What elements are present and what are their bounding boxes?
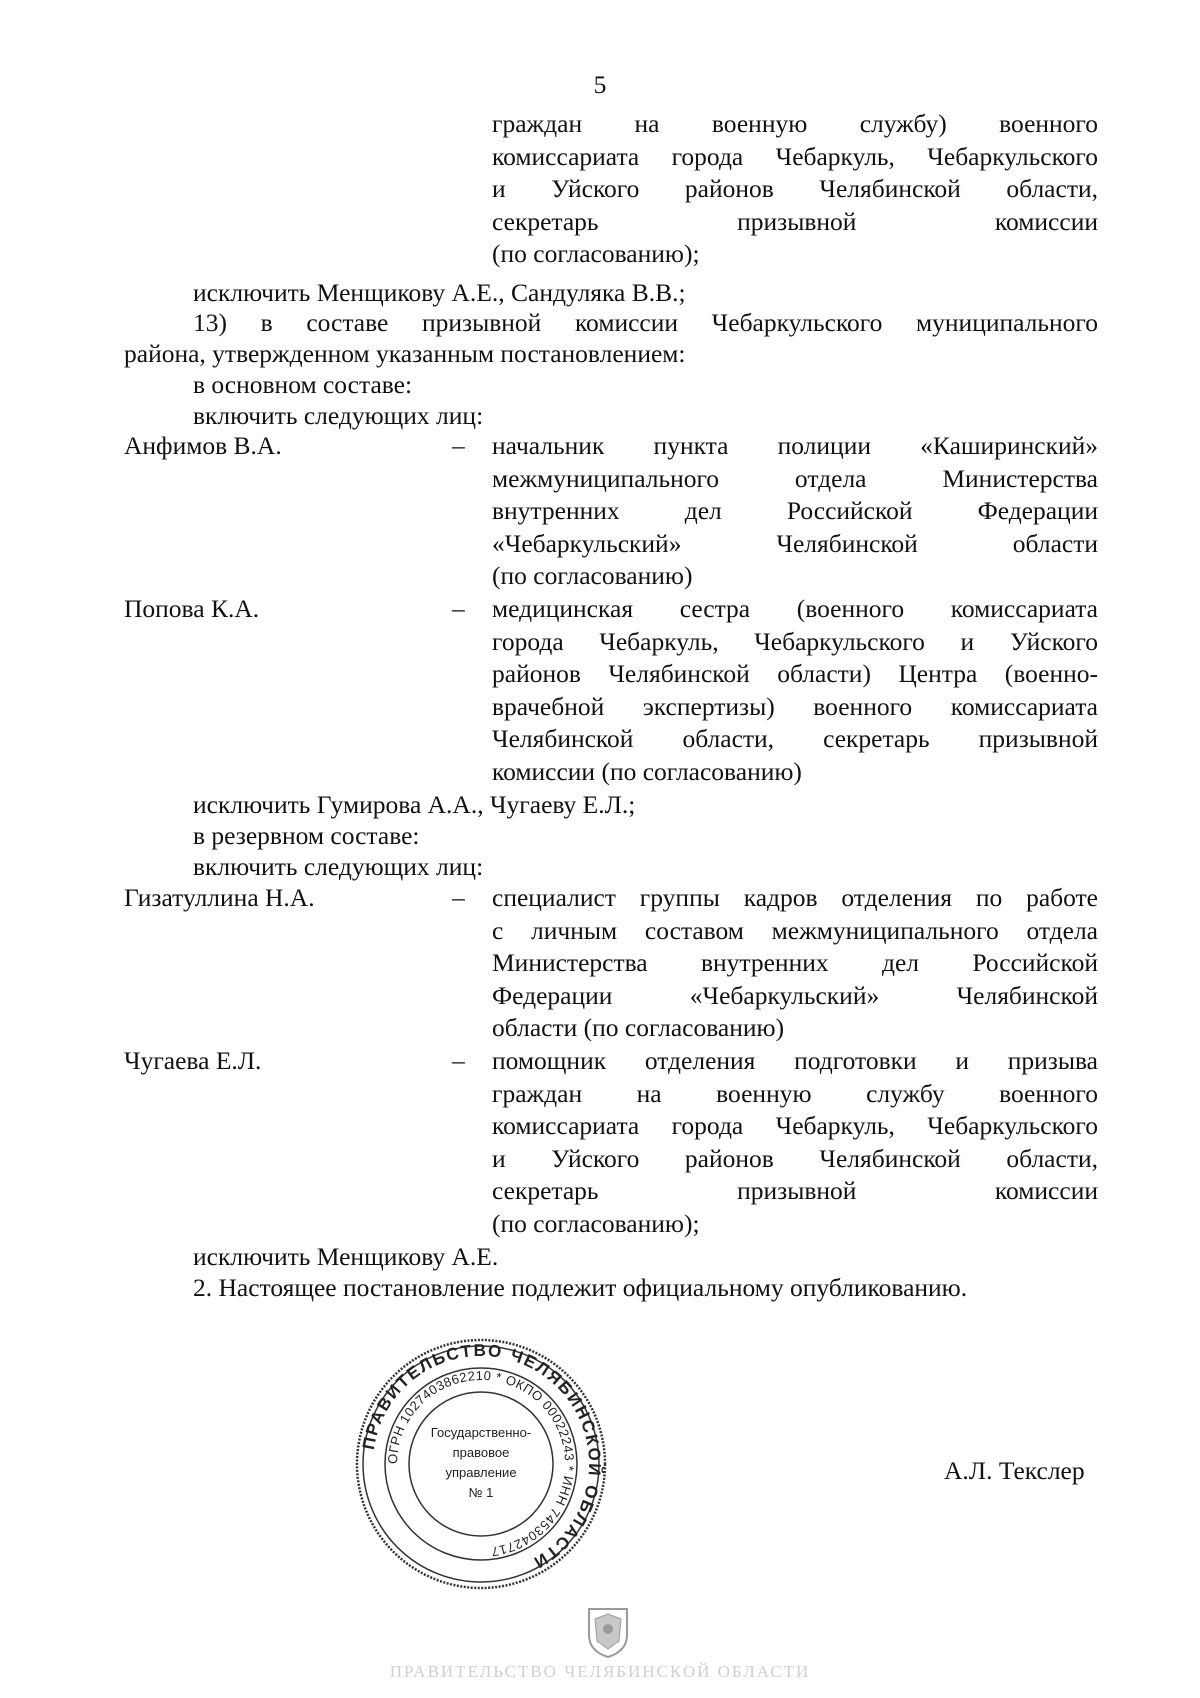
exclude-line-2: исключить Гумирова А.А., Чугаеву Е.Л.;: [193, 790, 636, 819]
stamp-ring-text: ОГРН 1027403862210 * ОКПО 00022243 * ИНН 7453042717: [384, 1367, 578, 1560]
svg-text:ОГРН 1027403862210 * ОКПО 0002: [385, 1368, 577, 1559]
description-line: Челябинской области, секретарь призывной: [492, 724, 1098, 753]
person-description: [492, 1045, 1098, 1240]
stamp-graphic: [352, 1335, 610, 1593]
description-line: Федерации «Чебаркульский» Челябинской: [492, 980, 1098, 1010]
description-line: Министерства внутренних дел Российской: [492, 948, 1098, 977]
description-line: врачебной экспертизы) военного комиссариата: [492, 691, 1098, 721]
description-line: города Чебаркуль, Чебаркульского и Уйского: [492, 626, 1098, 656]
description-line: районов Челябинской области) Центра (военно-: [492, 659, 1098, 688]
stamp-center-line: Государственно-: [430, 1425, 532, 1440]
description-line: области (по согласованию): [492, 1013, 785, 1042]
continuation-line: и Уйского районов Челябинской области,: [492, 174, 1098, 203]
description-line: и Уйского районов Челябинской области,: [492, 1143, 1098, 1173]
description-line: начальник пункта полиции «Каширинский»: [492, 431, 1098, 460]
person-description: [492, 593, 1098, 788]
signature-name: А.Л. Текслер: [944, 1456, 1085, 1485]
continuation-line: комиссариата города Чебаркуль, Чебаркульского: [492, 141, 1098, 171]
reserve-composition-label: в резервном составе:: [193, 821, 420, 850]
continuation-block: [492, 108, 1098, 271]
description-line: межмуниципального отдела Министерства: [492, 463, 1098, 493]
stamp-center-line: № 1: [468, 1485, 494, 1500]
description-line: специалист группы кадров отделения по работе: [492, 883, 1098, 912]
stamp-center-line: правовое: [452, 1445, 510, 1460]
person-name: Чугаева Е.Л.: [124, 1046, 262, 1075]
description-line: с личным составом межмуниципального отдела: [492, 915, 1098, 945]
item-13-line-2: района, утвержденном указанным постановлением:: [124, 339, 686, 368]
exclude-line-1: исключить Менщикову А.Е., Сандуляка В.В.;: [193, 278, 686, 307]
include-following-label-2: включить следующих лиц:: [193, 852, 484, 881]
description-line: комиссариата города Чебаркуль, Чебаркульского: [492, 1111, 1098, 1140]
item-13-line-1: 13) в составе призывной комиссии Чебаркульского муниципального: [193, 308, 1098, 337]
dash: –: [452, 883, 465, 912]
stamp-center-line: управление: [445, 1465, 517, 1480]
description-line: (по согласованию): [492, 561, 693, 590]
person-name: Гизатуллина Н.А.: [124, 883, 315, 912]
person-name: Анфимов В.А.: [124, 431, 282, 460]
exclude-line-3: исключить Менщикову А.Е.: [193, 1242, 499, 1271]
page-number: 5: [593, 70, 607, 99]
dash: –: [452, 1046, 465, 1075]
description-line: (по согласованию);: [492, 1208, 700, 1238]
person-name: Попова К.А.: [124, 594, 260, 623]
description-line: «Чебаркульский» Челябинской области: [492, 528, 1098, 558]
stamp-outer-text: ПРАВИТЕЛЬСТВО ЧЕЛЯБИНСКОЙ ОБЛАСТИ: [358, 1340, 605, 1573]
continuation-line: секретарь призывной комиссии: [492, 206, 1098, 236]
include-following-label-1: включить следующих лиц:: [193, 401, 484, 430]
dash: –: [452, 431, 465, 460]
official-stamp: [352, 1335, 610, 1593]
dash: –: [452, 594, 465, 623]
main-composition-label: в основном составе:: [193, 370, 413, 399]
continuation-line: (по согласованию);: [492, 239, 700, 268]
description-line: внутренних дел Российской Федерации: [492, 496, 1098, 525]
description-line: помощник отделения подготовки и призыва: [492, 1046, 1098, 1075]
continuation-line: граждан на военную службу) военного: [492, 109, 1098, 138]
description-line: комиссии (по согласованию): [492, 756, 802, 786]
person-description: [492, 882, 1098, 1045]
footer-watermark: ПРАВИТЕЛЬСТВО ЧЕЛЯБИНСКОЙ ОБЛАСТИ: [389, 1662, 811, 1681]
description-line: секретарь призывной комиссии: [492, 1176, 1098, 1205]
point-2: 2. Настоящее постановление подлежит официальному опубликованию.: [193, 1273, 968, 1302]
person-description: [492, 430, 1098, 593]
description-line: медицинская сестра (военного комиссариата: [492, 594, 1098, 623]
description-line: граждан на военную службу военного: [492, 1078, 1098, 1108]
coat-of-arms-icon: [585, 1605, 631, 1659]
